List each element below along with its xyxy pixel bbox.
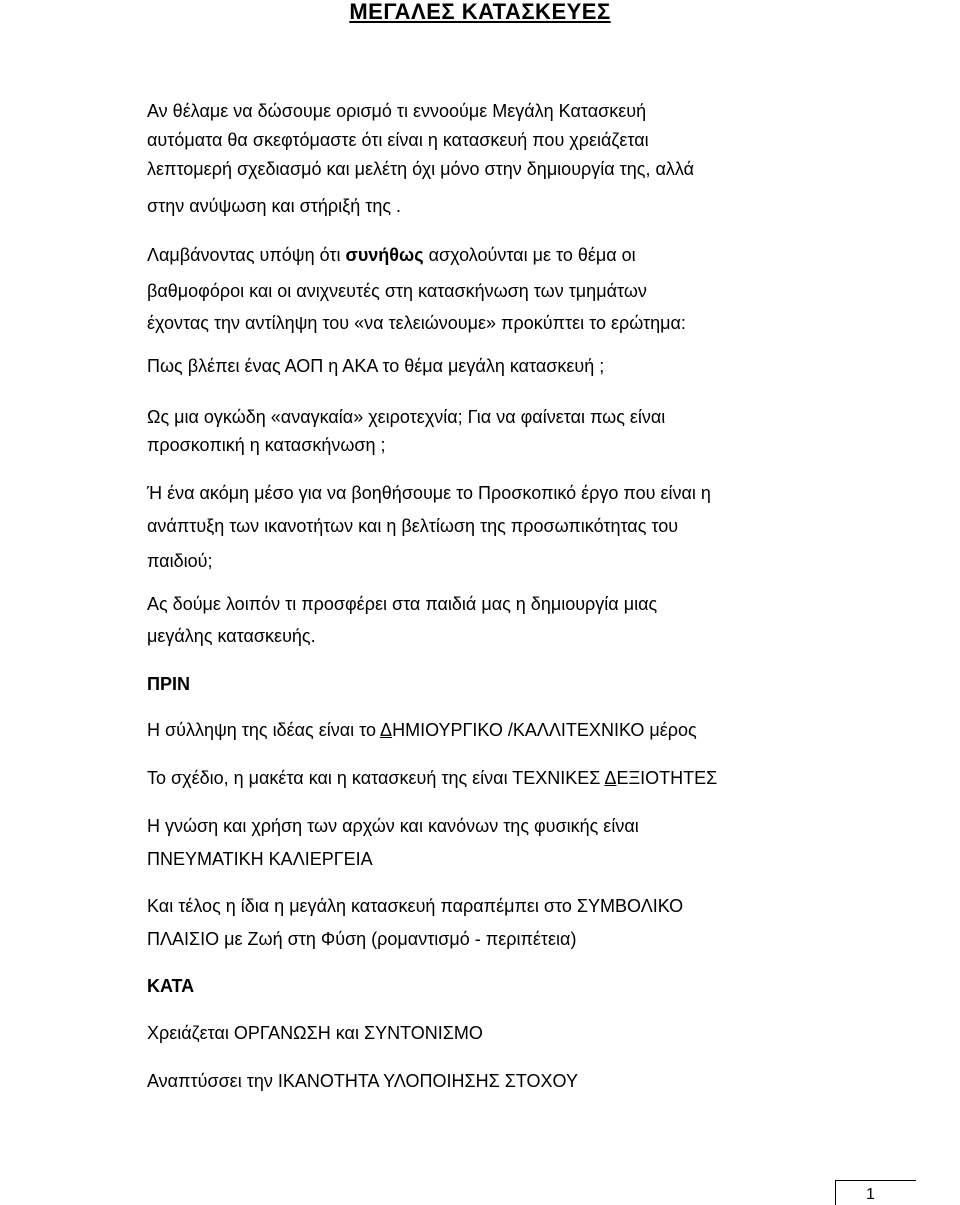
before-design-underlined: Δ <box>604 768 617 788</box>
question-2-line-2: προσκοπική η κατασκήνωση ; <box>147 435 386 455</box>
before-idea-post: ΗΜΙΟΥΡΓΙΚΟ /ΚΑΛΛΙΤΕΧΝΙΚΟ μέρος <box>392 720 697 740</box>
during-line-1: Χρειάζεται ΟΡΓΑΝΩΣΗ και ΣΥΝΤΟΝΙΣΜΟ <box>147 1023 483 1043</box>
para2-line-1-post: ασχολούνται με το θέμα οι <box>423 245 636 265</box>
para2-line-3: έχοντας την αντίληψη του «να τελειώνουμε» προκύπτει το ερώτημα: <box>147 313 686 333</box>
offer-line-1: Ας δούμε λοιπόν τι προσφέρει στα παιδιά μας η δημιουργία μιας <box>147 594 658 614</box>
para2-line-1-pre: Λαμβάνοντας υπόψη ότι <box>147 245 346 265</box>
before-finally-line-2: ΠΛΑΙΣΙΟ με Ζωή στη Φύση (ρομαντισμό - περιπέτεια) <box>147 929 577 949</box>
heading-before: ΠΡΙΝ <box>147 674 191 694</box>
question-3-line-1: Ή ένα ακόμη μέσο για να βοηθήσουμε το Προσκοπικό έργο που είναι η <box>147 483 711 503</box>
question-2-line-1: Ως μια ογκώδη «αναγκαία» χειροτεχνία; Για να φαίνεται πως είναι <box>147 407 666 427</box>
before-knowledge-line-2: ΠΝΕΥΜΑΤΙΚΗ ΚΑΛΙΕΡΓΕΙΑ <box>147 849 373 869</box>
intro-line-1: Αν θέλαμε να δώσουμε ορισμό τι εννοούμε Μεγάλη Κατασκευή <box>147 101 647 121</box>
before-knowledge-line-1: Η γνώση και χρήση των αρχών και κανόνων της φυσικής είναι <box>147 816 639 836</box>
para2-line-1 <box>147 244 636 266</box>
offer-line-2: μεγάλης κατασκευής. <box>147 626 316 646</box>
before-idea <box>147 719 697 741</box>
before-design <box>147 767 717 789</box>
heading-during: ΚΑΤΑ <box>147 976 195 996</box>
before-finally-line-1: Και τέλος η ίδια η μεγάλη κατασκευή παραπέμπει στο ΣΥΜΒΟΛΙΚΟ <box>147 896 684 916</box>
para2-line-1-bold: συνήθως <box>345 245 424 265</box>
before-design-pre: Το σχέδιο, η μακέτα και η κατασκευή της είναι ΤΕΧΝΙΚΕΣ <box>147 768 605 788</box>
para2-line-2: βαθμοφόροι και οι ανιχνευτές στη κατασκήνωση των τμημάτων <box>147 281 647 301</box>
question-3-line-3: παιδιού; <box>147 551 213 571</box>
question-3-line-2: ανάπτυξη των ικανοτήτων και η βελτίωση της προσωπικότητας του <box>147 516 679 536</box>
before-design-post: ΕΞΙΟΤΗΤΕΣ <box>616 768 718 788</box>
before-idea-pre: Η σύλληψη της ιδέας είναι το <box>147 720 381 740</box>
page-number-box <box>835 1180 916 1205</box>
intro-line-3: λεπτομερή σχεδιασμό και μελέτη όχι μόνο στην δημιουργία της, αλλά <box>147 159 695 179</box>
question-1: Πως βλέπει ένας ΑΟΠ η ΑΚΑ το θέμα μεγάλη κατασκευή ; <box>147 356 605 376</box>
intro-line-4: στην ανύψωση και στήριξή της . <box>147 196 402 216</box>
intro-line-2: αυτόματα θα σκεφτόμαστε ότι είναι η κατασκευή που χρειάζεται <box>147 130 649 150</box>
before-idea-underlined: Δ <box>380 720 393 740</box>
page-title: ΜΕΓΑΛΕΣ ΚΑΤΑΣΚΕΥΕΣ <box>349 0 611 24</box>
page-number: 1 <box>866 1186 875 1203</box>
during-line-2: Αναπτύσσει την ΙΚΑΝΟΤΗΤΑ ΥΛΟΠΟΙΗΣΗΣ ΣΤΟΧΟΥ <box>147 1071 578 1091</box>
